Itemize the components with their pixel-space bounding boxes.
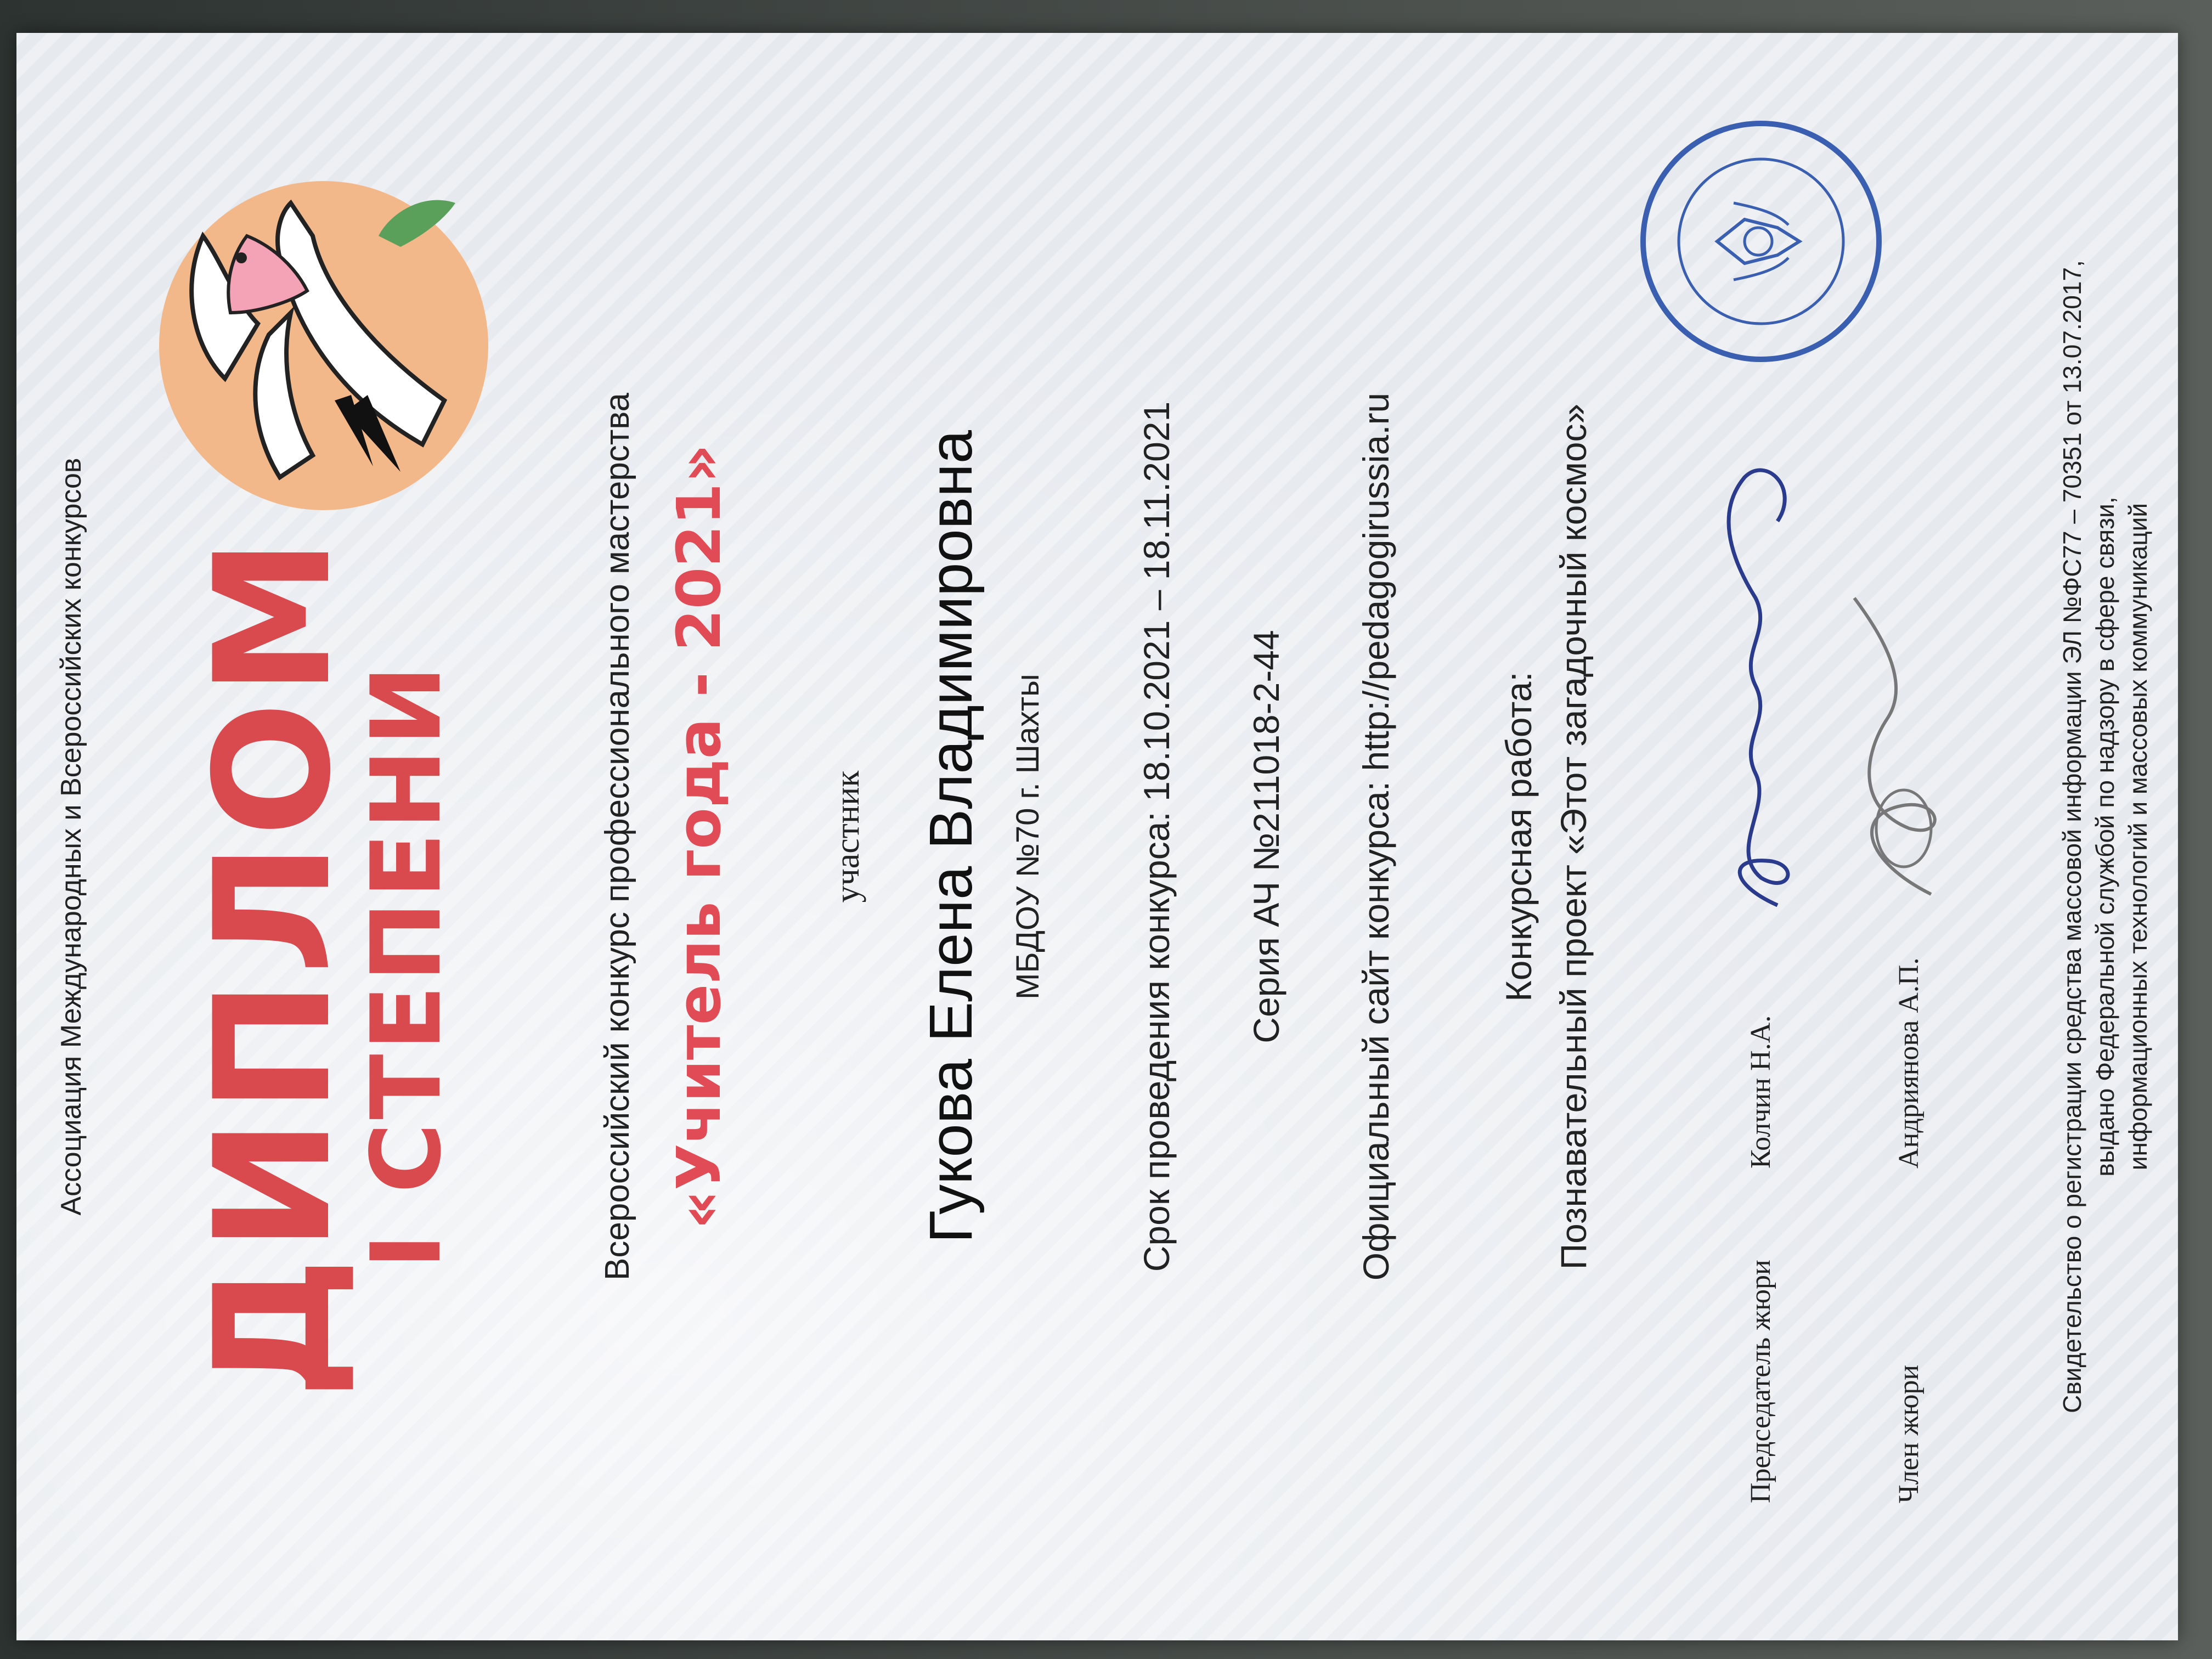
jury-member-title: Член жюри [1893,1364,1925,1503]
official-site: Официальный сайт конкурса: http://pedagogirussia.ru [1356,392,1396,1281]
contest-description: Всероссийский конкурс профессионального мастерства [599,393,636,1280]
official-seal-icon [1635,115,1887,368]
participant-role: участник [829,770,866,903]
work-label: Конкурсная работа: [1498,672,1539,1002]
participant-organization: МБДОУ №70 г. Шахты [1010,674,1046,1000]
pelican-logo-icon [115,148,510,543]
contest-period: Срок проведения конкурса: 18.10.2021 – 18.11.2021 [1136,401,1177,1272]
association-name: Ассоциация Международных и Всероссийских конкурсов [55,458,87,1216]
diploma-page [16,33,2178,1640]
jury-member-name: Андриянова А.П. [1893,957,1925,1169]
diploma-title: ДИПЛОМ [181,532,366,1399]
chair-signature-icon [1695,433,1816,927]
footer-registration-line3: информационных технологий и массовых коммуникаций [2124,503,2152,1171]
jury-chair-name: Колчин Н.А. [1745,1015,1776,1169]
member-signature-icon [1821,543,1964,927]
contest-name: «Учитель года - 2021» [664,444,734,1229]
footer-registration-line1: Свидетельство о регистрации средства массовой информации ЭЛ №ФС77 – 70351 от 13.07.2017, [2058,260,2086,1413]
work-title: Познавательный проект «Этот загадочный космос» [1553,403,1594,1270]
diploma-series: Серия АЧ №211018-2-44 [1246,630,1286,1043]
participant-name: Гукова Елена Владимировна [917,430,985,1244]
jury-chair-title: Председатель жюри [1745,1260,1776,1503]
diploma-photo [16,33,2178,1640]
degree-title: I СТЕПЕНИ [351,662,462,1269]
footer-registration-line2: выдано Федеральной службой по надзору в сфере связи, [2091,496,2119,1177]
